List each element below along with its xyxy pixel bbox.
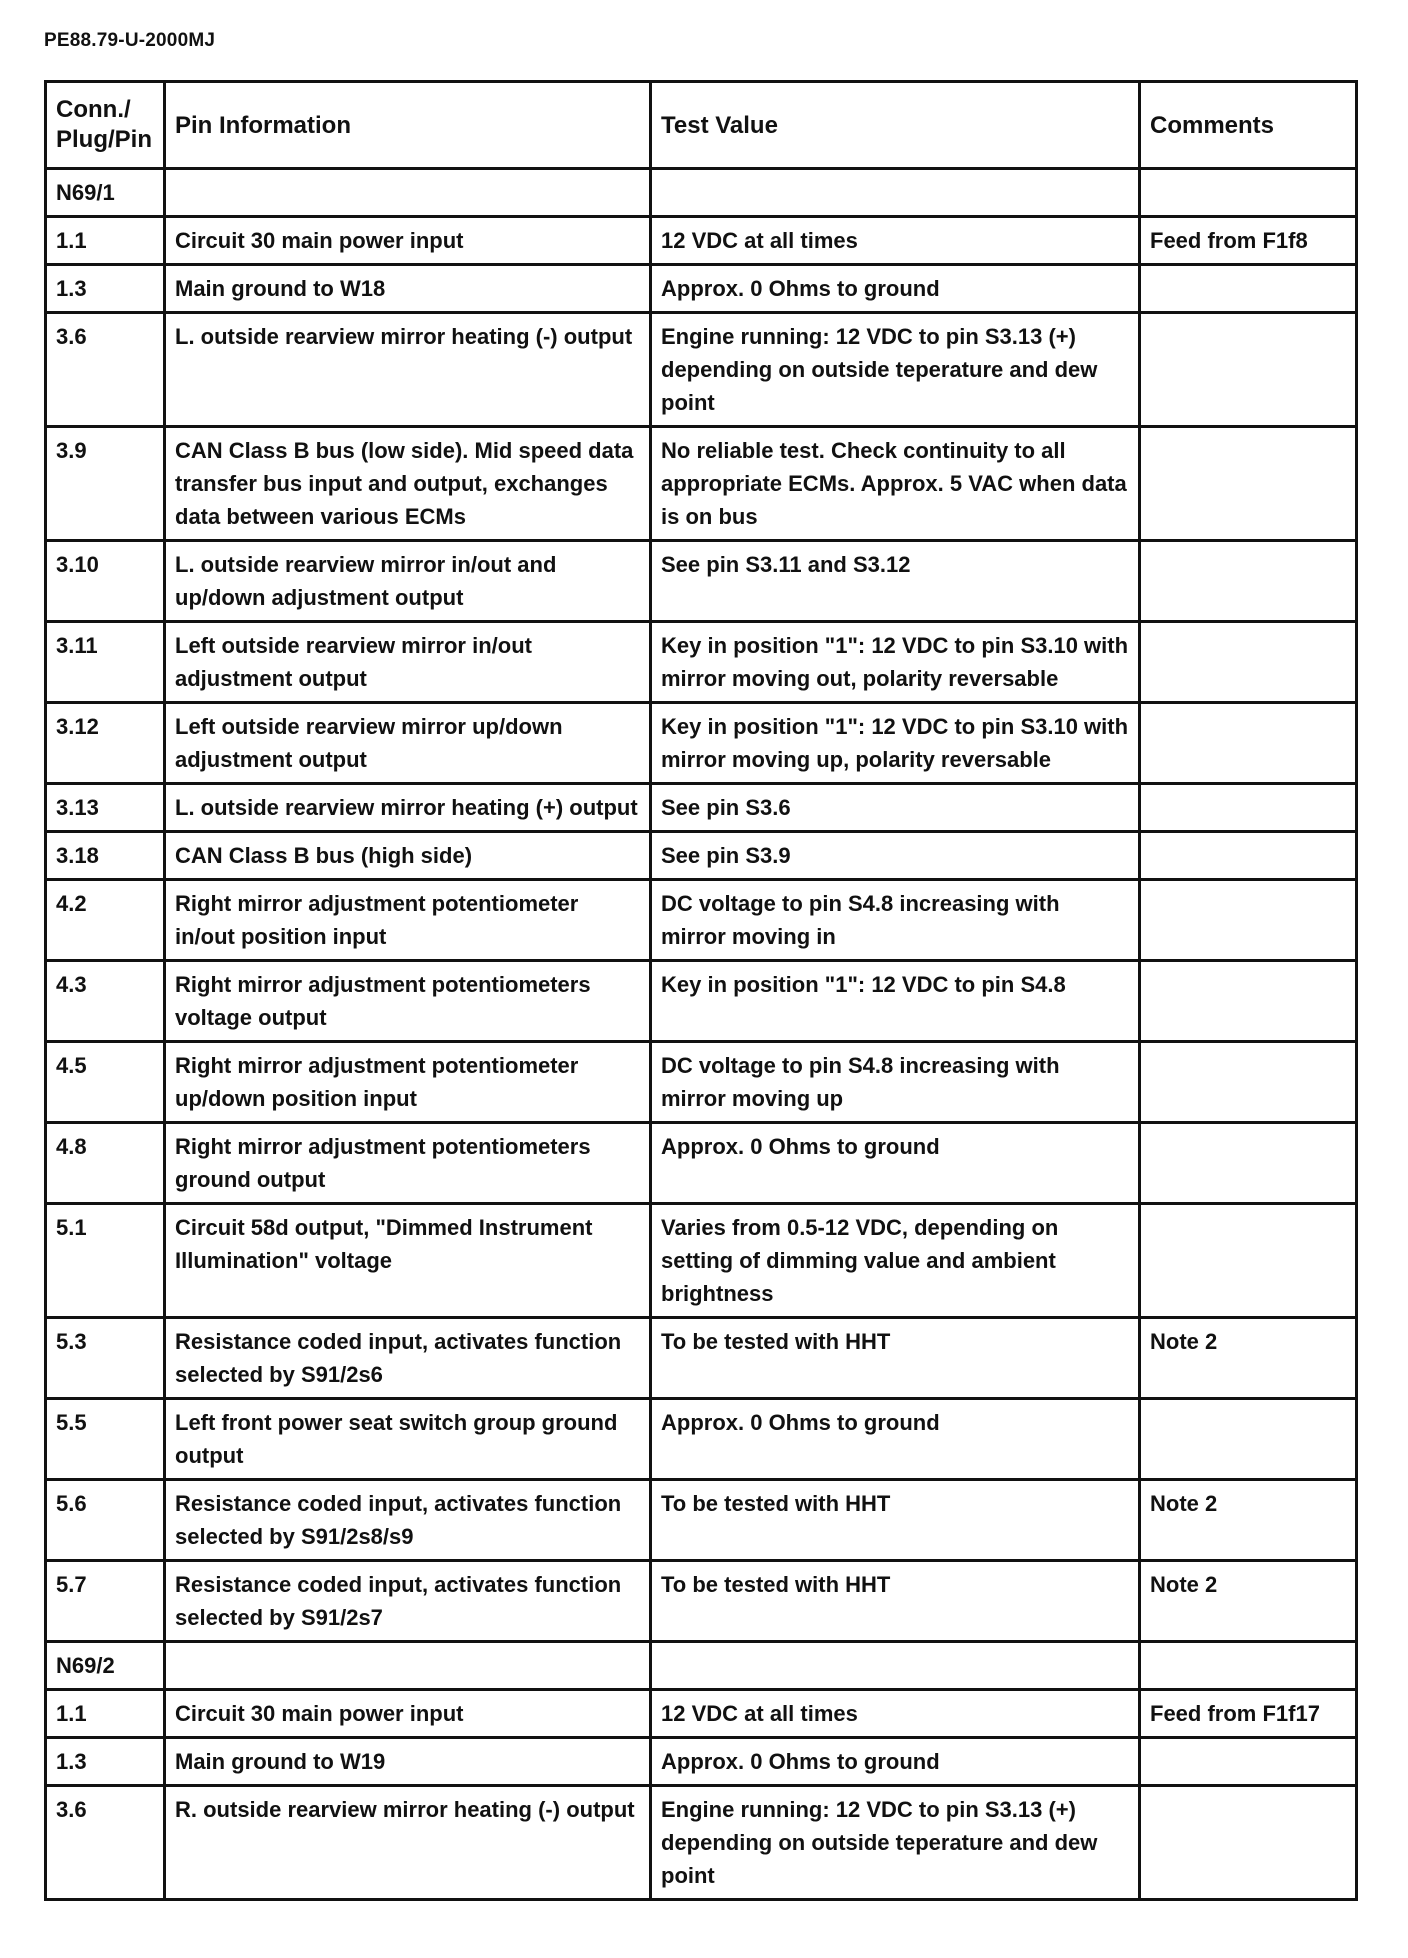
- test-value-cell: No reliable test. Check continuity to all appropriate ECMs. Approx. 5 VAC when data is on bus: [651, 427, 1140, 541]
- pin-information-cell: Main ground to W18: [165, 265, 651, 313]
- comment-cell: [1140, 1204, 1357, 1318]
- test-value-cell: Varies from 0.5-12 VDC, depending on setting of dimming value and ambient brightness: [651, 1204, 1140, 1318]
- pin-information-cell: R. outside rearview mirror heating (-) output: [165, 1786, 651, 1900]
- comment-cell: Note 2: [1140, 1480, 1357, 1561]
- test-value-cell: Engine running: 12 VDC to pin S3.13 (+) depending on outside teperature and dew point: [651, 1786, 1140, 1900]
- comment-cell: Feed from F1f8: [1140, 217, 1357, 265]
- table-row: [46, 880, 1357, 961]
- table-header-row: [46, 82, 1357, 169]
- pin-cell: 1.3: [46, 265, 165, 313]
- table-row: [46, 1123, 1357, 1204]
- pin-cell: 3.13: [46, 784, 165, 832]
- pin-information-cell: Left outside rearview mirror up/down adjustment output: [165, 703, 651, 784]
- pin-cell: 4.5: [46, 1042, 165, 1123]
- pin-information-cell: Circuit 58d output, "Dimmed Instrument Illumination" voltage: [165, 1204, 651, 1318]
- table-row: [46, 832, 1357, 880]
- table-row: [46, 1690, 1357, 1738]
- table-row: [46, 265, 1357, 313]
- comment-cell: [1140, 541, 1357, 622]
- table-row: [46, 169, 1357, 217]
- comment-cell: Note 2: [1140, 1561, 1357, 1642]
- test-value-cell: [651, 1642, 1140, 1690]
- comment-cell: [1140, 1123, 1357, 1204]
- comment-cell: [1140, 961, 1357, 1042]
- test-value-cell: DC voltage to pin S4.8 increasing with mirror moving up: [651, 1042, 1140, 1123]
- test-value-cell: To be tested with HHT: [651, 1561, 1140, 1642]
- pin-cell: N69/2: [46, 1642, 165, 1690]
- test-value-cell: See pin S3.9: [651, 832, 1140, 880]
- pin-cell: 3.11: [46, 622, 165, 703]
- pin-cell: 1.1: [46, 217, 165, 265]
- table-row: [46, 1480, 1357, 1561]
- comment-cell: Note 2: [1140, 1318, 1357, 1399]
- table-row: [46, 1642, 1357, 1690]
- pin-information-cell: Right mirror adjustment potentiometers voltage output: [165, 961, 651, 1042]
- table-row: [46, 541, 1357, 622]
- pin-information-cell: Right mirror adjustment potentiometer up/down position input: [165, 1042, 651, 1123]
- table-row: [46, 1204, 1357, 1318]
- pin-information-cell: CAN Class B bus (low side). Mid speed data transfer bus input and output, exchanges data between various ECMs: [165, 427, 651, 541]
- comment-cell: [1140, 703, 1357, 784]
- pin-cell: 3.6: [46, 313, 165, 427]
- test-value-cell: Approx. 0 Ohms to ground: [651, 1738, 1140, 1786]
- pin-cell: 1.3: [46, 1738, 165, 1786]
- pin-information-cell: Right mirror adjustment potentiometers ground output: [165, 1123, 651, 1204]
- table-row: [46, 1399, 1357, 1480]
- test-value-cell: Approx. 0 Ohms to ground: [651, 1123, 1140, 1204]
- pin-information-cell: Resistance coded input, activates function selected by S91/2s8/s9: [165, 1480, 651, 1561]
- test-value-cell: Approx. 0 Ohms to ground: [651, 1399, 1140, 1480]
- test-value-cell: Key in position "1": 12 VDC to pin S4.8: [651, 961, 1140, 1042]
- pin-information-cell: Left front power seat switch group ground output: [165, 1399, 651, 1480]
- pin-information-cell: L. outside rearview mirror in/out and up/down adjustment output: [165, 541, 651, 622]
- pin-cell: 3.18: [46, 832, 165, 880]
- comment-cell: [1140, 622, 1357, 703]
- pin-information-table: [44, 80, 1358, 1901]
- pin-cell: 5.5: [46, 1399, 165, 1480]
- pin-cell: N69/1: [46, 169, 165, 217]
- comment-cell: [1140, 1642, 1357, 1690]
- pin-information-cell: L. outside rearview mirror heating (+) output: [165, 784, 651, 832]
- pin-cell: 3.9: [46, 427, 165, 541]
- comment-cell: [1140, 1042, 1357, 1123]
- pin-information-cell: Resistance coded input, activates function selected by S91/2s7: [165, 1561, 651, 1642]
- comment-cell: [1140, 784, 1357, 832]
- pin-cell: 3.10: [46, 541, 165, 622]
- pin-information-cell: Resistance coded input, activates function selected by S91/2s6: [165, 1318, 651, 1399]
- table-row: [46, 1738, 1357, 1786]
- comment-cell: [1140, 832, 1357, 880]
- table-row: [46, 1561, 1357, 1642]
- pin-information-cell: Right mirror adjustment potentiometer in/out position input: [165, 880, 651, 961]
- header-conn-plug-pin: Conn./ Plug/Pin: [46, 82, 165, 169]
- test-value-cell: 12 VDC at all times: [651, 217, 1140, 265]
- comment-cell: [1140, 313, 1357, 427]
- test-value-cell: Key in position "1": 12 VDC to pin S3.10 with mirror moving up, polarity reversable: [651, 703, 1140, 784]
- table-row: [46, 313, 1357, 427]
- header-test-value: Test Value: [651, 82, 1140, 169]
- comment-cell: [1140, 427, 1357, 541]
- table-row: [46, 784, 1357, 832]
- pin-cell: 5.1: [46, 1204, 165, 1318]
- pin-cell: 5.7: [46, 1561, 165, 1642]
- test-value-cell: [651, 169, 1140, 217]
- pin-information-cell: L. outside rearview mirror heating (-) output: [165, 313, 651, 427]
- pin-cell: 4.2: [46, 880, 165, 961]
- test-value-cell: See pin S3.11 and S3.12: [651, 541, 1140, 622]
- test-value-cell: To be tested with HHT: [651, 1318, 1140, 1399]
- pin-information-cell: CAN Class B bus (high side): [165, 832, 651, 880]
- comment-cell: [1140, 1738, 1357, 1786]
- table-row: [46, 1042, 1357, 1123]
- table-row: [46, 1318, 1357, 1399]
- table-row: [46, 217, 1357, 265]
- pin-information-cell: Circuit 30 main power input: [165, 1690, 651, 1738]
- header-comments: Comments: [1140, 82, 1357, 169]
- pin-cell: 3.6: [46, 1786, 165, 1900]
- table-row: [46, 622, 1357, 703]
- table-row: [46, 427, 1357, 541]
- pin-cell: 5.3: [46, 1318, 165, 1399]
- pin-cell: 4.3: [46, 961, 165, 1042]
- table-row: [46, 1786, 1357, 1900]
- test-value-cell: 12 VDC at all times: [651, 1690, 1140, 1738]
- test-value-cell: See pin S3.6: [651, 784, 1140, 832]
- pin-cell: 3.12: [46, 703, 165, 784]
- comment-cell: [1140, 265, 1357, 313]
- comment-cell: [1140, 169, 1357, 217]
- comment-cell: [1140, 1786, 1357, 1900]
- pin-information-cell: Circuit 30 main power input: [165, 217, 651, 265]
- test-value-cell: Key in position "1": 12 VDC to pin S3.10 with mirror moving out, polarity reversable: [651, 622, 1140, 703]
- pin-cell: 1.1: [46, 1690, 165, 1738]
- pin-cell: 5.6: [46, 1480, 165, 1561]
- test-value-cell: DC voltage to pin S4.8 increasing with mirror moving in: [651, 880, 1140, 961]
- comment-cell: Feed from F1f17: [1140, 1690, 1357, 1738]
- comment-cell: [1140, 880, 1357, 961]
- test-value-cell: Approx. 0 Ohms to ground: [651, 265, 1140, 313]
- comment-cell: [1140, 1399, 1357, 1480]
- document-id: PE88.79-U-2000MJ: [44, 30, 216, 51]
- pin-information-cell: Main ground to W19: [165, 1738, 651, 1786]
- table-row: [46, 703, 1357, 784]
- pin-information-cell: Left outside rearview mirror in/out adjustment output: [165, 622, 651, 703]
- pin-information-cell: [165, 169, 651, 217]
- test-value-cell: To be tested with HHT: [651, 1480, 1140, 1561]
- table-row: [46, 961, 1357, 1042]
- test-value-cell: Engine running: 12 VDC to pin S3.13 (+) depending on outside teperature and dew point: [651, 313, 1140, 427]
- table-body: [46, 169, 1357, 1900]
- pin-information-cell: [165, 1642, 651, 1690]
- header-pin-information: Pin Information: [165, 82, 651, 169]
- pin-cell: 4.8: [46, 1123, 165, 1204]
